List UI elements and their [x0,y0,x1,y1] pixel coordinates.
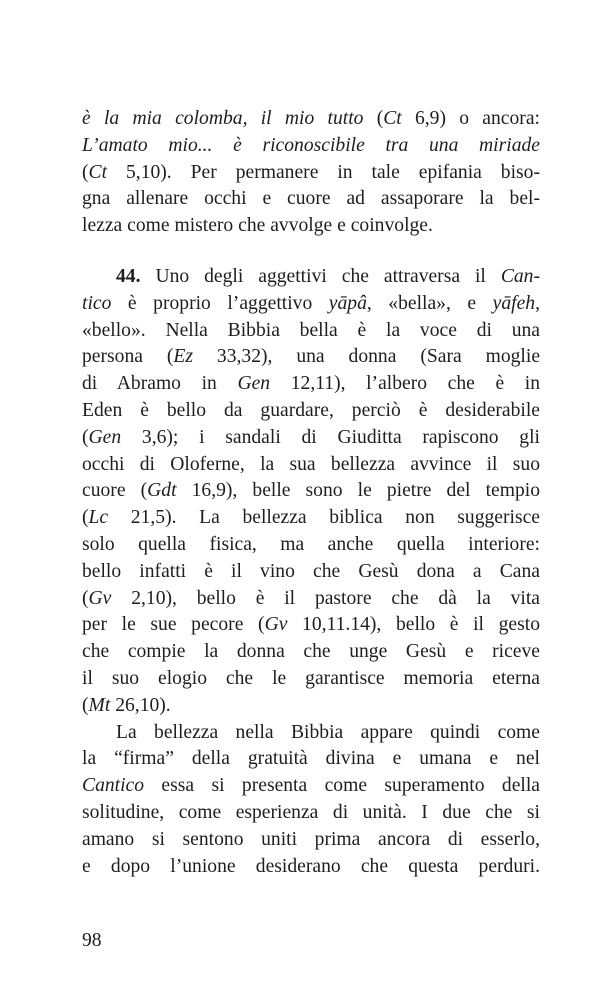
text: ( [82,507,89,529]
text-line [82,318,540,345]
text-line [82,693,540,720]
text-line [82,425,540,452]
italic-text: Mt [88,694,111,716]
text: lezza come mistero che avvolge e coinvolge. [82,215,433,237]
text: 12,11), l’albero che è in [270,373,540,395]
text-line [82,854,540,881]
text-line [82,371,540,398]
text: la “firma” della gratuità divina e umana e nel [82,748,540,770]
italic-text: tico [82,292,112,314]
text-line [82,478,540,505]
text-line [82,612,540,639]
text: cuore ( [82,480,148,502]
text: 10,11.14), bello è il gesto [287,614,540,636]
text: gna allenare occhi e cuore ad assaporare la bel- [82,188,540,210]
text: essa si presenta come superamento della [144,775,540,797]
italic-text: Gv [264,614,288,636]
paragraph [82,264,540,720]
text-line [82,666,540,693]
italic-text: Gdt [147,480,177,502]
paragraph-gap [82,240,540,264]
text: il suo elogio che le garantisce memoria eterna [82,667,540,689]
text: che compie la donna che unge Gesù e riceve [82,641,540,663]
text: bello infatti è il vino che Gesù dona a Cana [82,560,540,582]
text-line [82,106,540,133]
text-line [82,773,540,800]
italic-text: yāfeh [492,292,536,314]
text: ( [82,426,89,448]
text-line [82,639,540,666]
text: è proprio l’aggettivo [111,292,329,314]
text-line [82,532,540,559]
text: Eden è bello da guardare, perciò è desiderabile [82,399,540,421]
text: , [535,292,540,314]
italic-text: yāpâ [328,292,367,314]
text-line [82,398,540,425]
text: 3,6); i sandali di Giuditta rapiscono gli [121,426,540,448]
italic-text: Ez [173,346,193,368]
text-line [82,344,540,371]
text: 33,32), una donna (Sara moglie [192,346,541,368]
italic-text: Lc [88,507,109,529]
text: persona ( [82,346,174,368]
text: 21,5). La bellezza biblica non suggerisce [108,507,540,529]
italic-text: Cantico [82,775,145,797]
text-line [82,800,540,827]
text: Uno degli aggettivi che attraversa il [140,265,501,287]
italic-text: Gv [88,587,112,609]
text: 26,10). [110,694,171,716]
text-line [82,559,540,586]
italic-text: Gen [237,373,271,395]
text-line [82,827,540,854]
italic-text: è la mia colomba, il mio tutto [82,108,364,129]
italic-text: Gen [88,426,122,448]
text-line [82,186,540,213]
body-text [82,106,540,880]
text-line [82,133,540,160]
text: «bello». Nella Bibbia bella è la voce di una [82,319,540,341]
text: solitudine, come esperienza di unità. I due che si [82,801,540,823]
text: solo quella fisica, ma anche quella interiore: [82,533,540,555]
paragraph [82,720,540,881]
text-line [82,746,540,773]
text-line [82,452,540,479]
text: 2,10), bello è il pastore che dà la vita [111,587,540,609]
italic-text: L’amato mio... è riconoscibile tra una miriade [82,134,540,156]
text: per le sue pecore ( [82,614,265,636]
text: , «bella», e [366,292,493,314]
text: di Abramo in [82,373,238,395]
text: amano si sentono uniti prima ancora di esserlo, [82,828,540,850]
section-number: 44. [116,265,141,287]
text: 16,9), belle sono le pietre del tempio [176,480,540,502]
italic-text: Ct [88,161,108,183]
text-line [82,213,540,240]
paragraph [82,106,540,240]
text-line [82,291,540,318]
text: ( [82,694,89,716]
text: ( [82,587,89,609]
text-line [82,586,540,613]
text-line [82,505,540,532]
italic-text: Can- [500,265,540,287]
text: ( [82,161,89,183]
page-number: 98 [82,930,102,951]
text: occhi di Oloferne, la sua bellezza avvince il suo [82,453,540,475]
text-line [82,720,540,747]
text: ( [363,108,384,129]
italic-text: Ct [383,108,402,129]
text: e dopo l’unione desiderano che questa perduri. [82,855,540,877]
text: La bellezza nella Bibbia appare quindi come [116,721,540,743]
text: 6,9) o ancora: [401,108,540,129]
text-line [82,264,540,291]
text: 5,10). Per permanere in tale epifania biso- [107,161,540,183]
text-line [82,160,540,187]
